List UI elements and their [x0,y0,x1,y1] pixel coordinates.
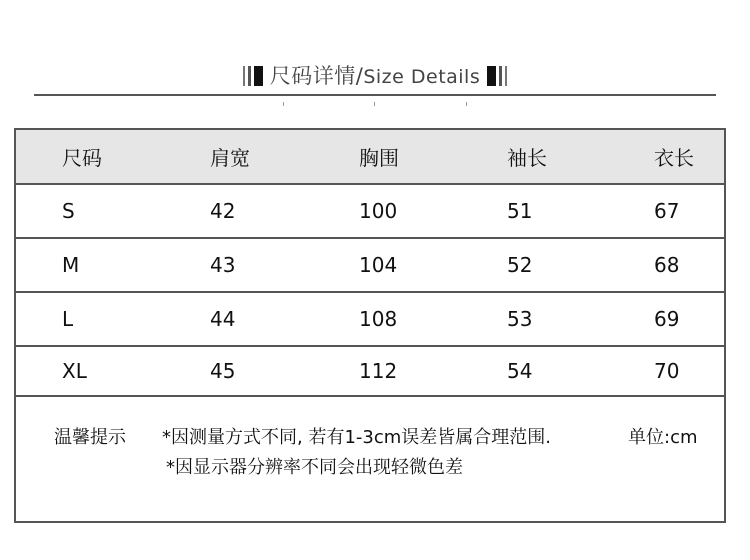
cell-length: 68 [654,253,680,277]
notes-label: 温馨提示 [54,427,126,448]
cell-length: 70 [654,359,680,383]
note-measurement: *因测量方式不同, 若有1-3cm误差皆属合理范围. [162,427,551,448]
cell-chest: 112 [359,359,398,383]
title-zh: 尺码详情 [269,64,356,88]
title-divider [34,94,716,96]
cell-sleeve: 52 [507,253,533,277]
cell-size: XL [62,359,87,383]
tick-marks [0,102,750,108]
cell-sleeve: 51 [507,199,533,223]
header-chest: 胸围 [359,146,399,170]
table-row [16,347,724,397]
cell-chest: 108 [359,307,398,331]
cell-sleeve: 54 [507,359,533,383]
page-title [270,60,481,90]
header-shoulder: 肩宽 [210,146,250,170]
cell-chest: 100 [359,199,398,223]
header-length: 衣长 [654,146,694,170]
table-row [16,185,724,239]
size-table [14,128,726,523]
table-row [16,239,724,293]
note-color: *因显示器分辨率不同会出现轻微色差 [166,457,463,478]
tick-mark [374,102,375,106]
title-decoration-right-icon [487,64,507,86]
header-size: 尺码 [62,146,102,170]
tick-mark [466,102,467,106]
title-separator: / [355,64,364,88]
cell-size: S [62,199,75,223]
cell-shoulder: 43 [210,253,236,277]
note-unit: 单位:cm [628,427,698,448]
cell-length: 69 [654,307,680,331]
cell-shoulder: 42 [210,199,236,223]
cell-shoulder: 45 [210,359,236,383]
cell-size: M [62,253,80,277]
tick-mark [283,102,284,106]
table-row [16,293,724,347]
title-en: Size Details [363,66,481,88]
table-header-row [16,130,724,185]
header-sleeve: 袖长 [507,146,547,170]
cell-size: L [62,307,74,331]
cell-chest: 104 [359,253,398,277]
cell-shoulder: 44 [210,307,236,331]
cell-length: 67 [654,199,680,223]
page-title-bar [0,58,750,92]
cell-sleeve: 53 [507,307,533,331]
title-decoration-left-icon [243,64,263,86]
notes-section [16,397,724,521]
